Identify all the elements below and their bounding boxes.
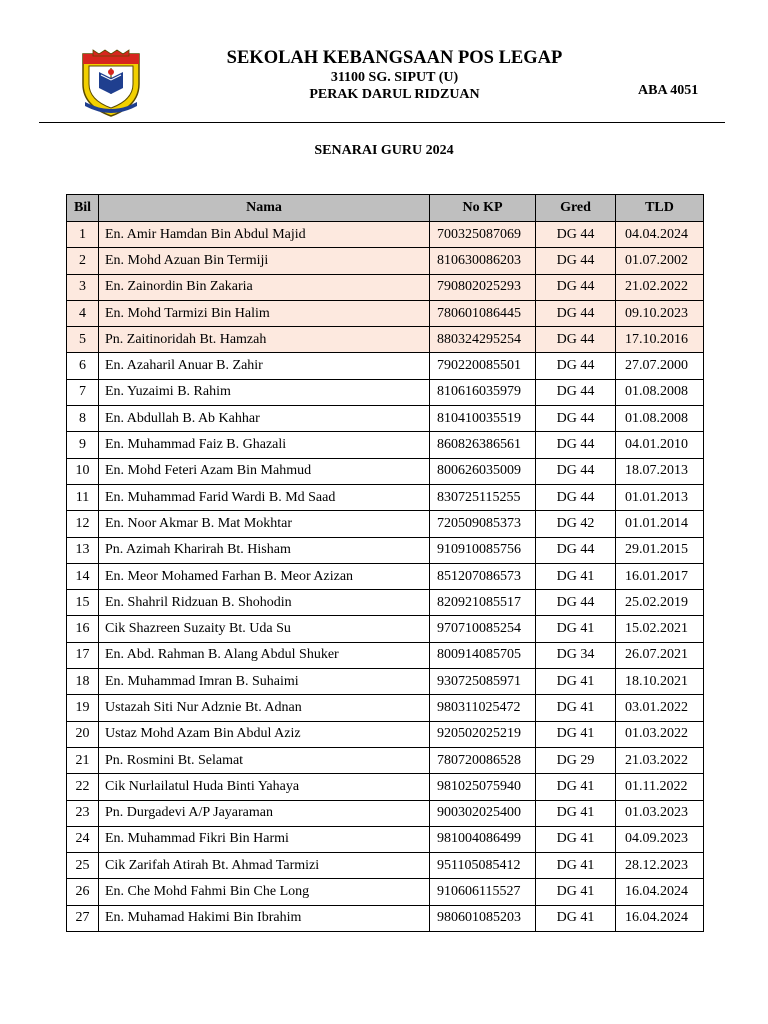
table-row [67, 800, 704, 826]
cell-no-kp: 780720086528 [430, 747, 536, 773]
cell-nama: Pn. Rosmini Bt. Selamat [99, 747, 430, 773]
cell-nama: Pn. Durgadevi A/P Jayaraman [99, 800, 430, 826]
cell-tld: 09.10.2023 [616, 300, 704, 326]
cell-no-kp: 880324295254 [430, 327, 536, 353]
cell-bil: 26 [67, 879, 99, 905]
table-row [67, 774, 704, 800]
cell-tld: 04.04.2024 [616, 222, 704, 248]
cell-nama: En. Muhammad Fikri Bin Harmi [99, 826, 430, 852]
table-row [67, 616, 704, 642]
cell-bil: 2 [67, 248, 99, 274]
cell-no-kp: 810410035519 [430, 406, 536, 432]
cell-nama: Pn. Azimah Kharirah Bt. Hisham [99, 537, 430, 563]
cell-tld: 16.04.2024 [616, 879, 704, 905]
cell-tld: 04.09.2023 [616, 826, 704, 852]
cell-nama: En. Muhamad Hakimi Bin Ibrahim [99, 905, 430, 931]
cell-gred: DG 41 [536, 563, 616, 589]
table-row [67, 879, 704, 905]
cell-no-kp: 790802025293 [430, 274, 536, 300]
address-line-2: PERAK DARUL RIDZUAN [309, 87, 480, 102]
cell-bil: 15 [67, 590, 99, 616]
cell-gred: DG 44 [536, 300, 616, 326]
cell-gred: DG 41 [536, 826, 616, 852]
cell-no-kp: 720509085373 [430, 511, 536, 537]
cell-tld: 01.03.2022 [616, 721, 704, 747]
table-row [67, 669, 704, 695]
cell-bil: 12 [67, 511, 99, 537]
cell-tld: 29.01.2015 [616, 537, 704, 563]
cell-no-kp: 860826386561 [430, 432, 536, 458]
table-row [67, 406, 704, 432]
cell-bil: 18 [67, 669, 99, 695]
cell-bil: 13 [67, 537, 99, 563]
cell-bil: 7 [67, 379, 99, 405]
cell-gred: DG 41 [536, 721, 616, 747]
list-title: SENARAI GURU 2024 [314, 143, 454, 158]
cell-bil: 14 [67, 563, 99, 589]
cell-no-kp: 980601085203 [430, 905, 536, 931]
table-row [67, 458, 704, 484]
cell-bil: 16 [67, 616, 99, 642]
cell-bil: 8 [67, 406, 99, 432]
cell-tld: 25.02.2019 [616, 590, 704, 616]
school-name: SEKOLAH KEBANGSAAN POS LEGAP [226, 48, 563, 68]
cell-tld: 01.08.2008 [616, 406, 704, 432]
table-row [67, 747, 704, 773]
cell-tld: 15.02.2021 [616, 616, 704, 642]
cell-bil: 17 [67, 642, 99, 668]
cell-gred: DG 44 [536, 537, 616, 563]
cell-bil: 11 [67, 484, 99, 510]
cell-bil: 3 [67, 274, 99, 300]
cell-bil: 19 [67, 695, 99, 721]
cell-gred: DG 41 [536, 669, 616, 695]
cell-no-kp: 810630086203 [430, 248, 536, 274]
cell-gred: DG 44 [536, 458, 616, 484]
cell-gred: DG 44 [536, 406, 616, 432]
cell-nama: Ustaz Mohd Azam Bin Abdul Aziz [99, 721, 430, 747]
cell-gred: DG 42 [536, 511, 616, 537]
cell-bil: 25 [67, 853, 99, 879]
cell-tld: 18.10.2021 [616, 669, 704, 695]
cell-no-kp: 981004086499 [430, 826, 536, 852]
cell-no-kp: 780601086445 [430, 300, 536, 326]
table-row [67, 327, 704, 353]
table-row [67, 853, 704, 879]
cell-tld: 18.07.2013 [616, 458, 704, 484]
cell-nama: En. Amir Hamdan Bin Abdul Majid [99, 222, 430, 248]
cell-no-kp: 800626035009 [430, 458, 536, 484]
cell-no-kp: 810616035979 [430, 379, 536, 405]
address-line-1: 31100 SG. SIPUT (U) [330, 70, 459, 85]
cell-nama: En. Muhammad Imran B. Suhaimi [99, 669, 430, 695]
cell-bil: 1 [67, 222, 99, 248]
cell-gred: DG 44 [536, 379, 616, 405]
table-row [67, 379, 704, 405]
cell-tld: 01.01.2014 [616, 511, 704, 537]
cell-no-kp: 951105085412 [430, 853, 536, 879]
cell-no-kp: 981025075940 [430, 774, 536, 800]
cell-nama: En. Mohd Feteri Azam Bin Mahmud [99, 458, 430, 484]
cell-bil: 10 [67, 458, 99, 484]
cell-gred: DG 29 [536, 747, 616, 773]
teacher-table [66, 194, 704, 932]
cell-no-kp: 851207086573 [430, 563, 536, 589]
cell-tld: 16.04.2024 [616, 905, 704, 931]
cell-tld: 01.07.2002 [616, 248, 704, 274]
cell-bil: 21 [67, 747, 99, 773]
cell-nama: En. Yuzaimi B. Rahim [99, 379, 430, 405]
cell-tld: 16.01.2017 [616, 563, 704, 589]
cell-tld: 01.08.2008 [616, 379, 704, 405]
cell-gred: DG 44 [536, 222, 616, 248]
cell-nama: En. Noor Akmar B. Mat Mokhtar [99, 511, 430, 537]
cell-nama: En. Abdullah B. Ab Kahhar [99, 406, 430, 432]
table-row [67, 642, 704, 668]
cell-no-kp: 700325087069 [430, 222, 536, 248]
cell-tld: 26.07.2021 [616, 642, 704, 668]
cell-no-kp: 910910085756 [430, 537, 536, 563]
table-row [67, 905, 704, 931]
cell-nama: En. Abd. Rahman B. Alang Abdul Shuker [99, 642, 430, 668]
cell-gred: DG 41 [536, 879, 616, 905]
cell-no-kp: 790220085501 [430, 353, 536, 379]
table-row [67, 248, 704, 274]
cell-nama: En. Mohd Azuan Bin Termiji [99, 248, 430, 274]
table-row [67, 432, 704, 458]
cell-nama: En. Muhammad Farid Wardi B. Md Saad [99, 484, 430, 510]
cell-nama: Pn. Zaitinoridah Bt. Hamzah [99, 327, 430, 353]
cell-no-kp: 970710085254 [430, 616, 536, 642]
cell-gred: DG 41 [536, 695, 616, 721]
table-row [67, 590, 704, 616]
cell-nama: Ustazah Siti Nur Adznie Bt. Adnan [99, 695, 430, 721]
table-row [67, 300, 704, 326]
cell-tld: 01.11.2022 [616, 774, 704, 800]
cell-no-kp: 910606115527 [430, 879, 536, 905]
cell-gred: DG 44 [536, 274, 616, 300]
cell-gred: DG 41 [536, 905, 616, 931]
cell-bil: 23 [67, 800, 99, 826]
cell-gred: DG 44 [536, 248, 616, 274]
cell-nama: Cik Zarifah Atirah Bt. Ahmad Tarmizi [99, 853, 430, 879]
cell-tld: 21.03.2022 [616, 747, 704, 773]
cell-tld: 17.10.2016 [616, 327, 704, 353]
table-row [67, 826, 704, 852]
cell-gred: DG 44 [536, 432, 616, 458]
cell-no-kp: 920502025219 [430, 721, 536, 747]
cell-bil: 27 [67, 905, 99, 931]
cell-bil: 20 [67, 721, 99, 747]
cell-no-kp: 980311025472 [430, 695, 536, 721]
cell-nama: En. Shahril Ridzuan B. Shohodin [99, 590, 430, 616]
cell-gred: DG 41 [536, 800, 616, 826]
cell-gred: DG 44 [536, 327, 616, 353]
cell-no-kp: 820921085517 [430, 590, 536, 616]
table-row [67, 695, 704, 721]
column-header-gred: Gred [536, 195, 616, 222]
cell-nama: En. Che Mohd Fahmi Bin Che Long [99, 879, 430, 905]
cell-tld: 28.12.2023 [616, 853, 704, 879]
cell-bil: 5 [67, 327, 99, 353]
table-row [67, 537, 704, 563]
cell-no-kp: 800914085705 [430, 642, 536, 668]
school-code: ABA 4051 [638, 83, 699, 98]
column-header-no-kp: No KP [430, 195, 536, 222]
table-row [67, 222, 704, 248]
table-row [67, 484, 704, 510]
cell-nama: En. Meor Mohamed Farhan B. Meor Azizan [99, 563, 430, 589]
cell-nama: Cik Shazreen Suzaity Bt. Uda Su [99, 616, 430, 642]
cell-bil: 6 [67, 353, 99, 379]
cell-tld: 27.07.2000 [616, 353, 704, 379]
table-row [67, 511, 704, 537]
cell-nama: En. Muhammad Faiz B. Ghazali [99, 432, 430, 458]
cell-gred: DG 41 [536, 853, 616, 879]
cell-gred: DG 44 [536, 353, 616, 379]
cell-tld: 03.01.2022 [616, 695, 704, 721]
cell-bil: 9 [67, 432, 99, 458]
cell-no-kp: 900302025400 [430, 800, 536, 826]
cell-gred: DG 44 [536, 484, 616, 510]
cell-nama: En. Mohd Tarmizi Bin Halim [99, 300, 430, 326]
table-row [67, 563, 704, 589]
cell-tld: 01.03.2023 [616, 800, 704, 826]
column-header-bil: Bil [67, 195, 99, 222]
cell-nama: Cik Nurlailatul Huda Binti Yahaya [99, 774, 430, 800]
table-row [67, 721, 704, 747]
cell-bil: 24 [67, 826, 99, 852]
table-row [67, 274, 704, 300]
cell-gred: DG 44 [536, 590, 616, 616]
cell-gred: DG 34 [536, 642, 616, 668]
cell-tld: 21.02.2022 [616, 274, 704, 300]
table-header-row [67, 195, 704, 222]
cell-tld: 01.01.2013 [616, 484, 704, 510]
cell-nama: En. Azaharil Anuar B. Zahir [99, 353, 430, 379]
cell-gred: DG 41 [536, 616, 616, 642]
cell-gred: DG 41 [536, 774, 616, 800]
cell-no-kp: 930725085971 [430, 669, 536, 695]
cell-no-kp: 830725115255 [430, 484, 536, 510]
cell-bil: 4 [67, 300, 99, 326]
column-header-tld: TLD [616, 195, 704, 222]
cell-tld: 04.01.2010 [616, 432, 704, 458]
cell-nama: En. Zainordin Bin Zakaria [99, 274, 430, 300]
column-header-nama: Nama [99, 195, 430, 222]
header-divider [39, 122, 725, 123]
cell-bil: 22 [67, 774, 99, 800]
table-row [67, 353, 704, 379]
